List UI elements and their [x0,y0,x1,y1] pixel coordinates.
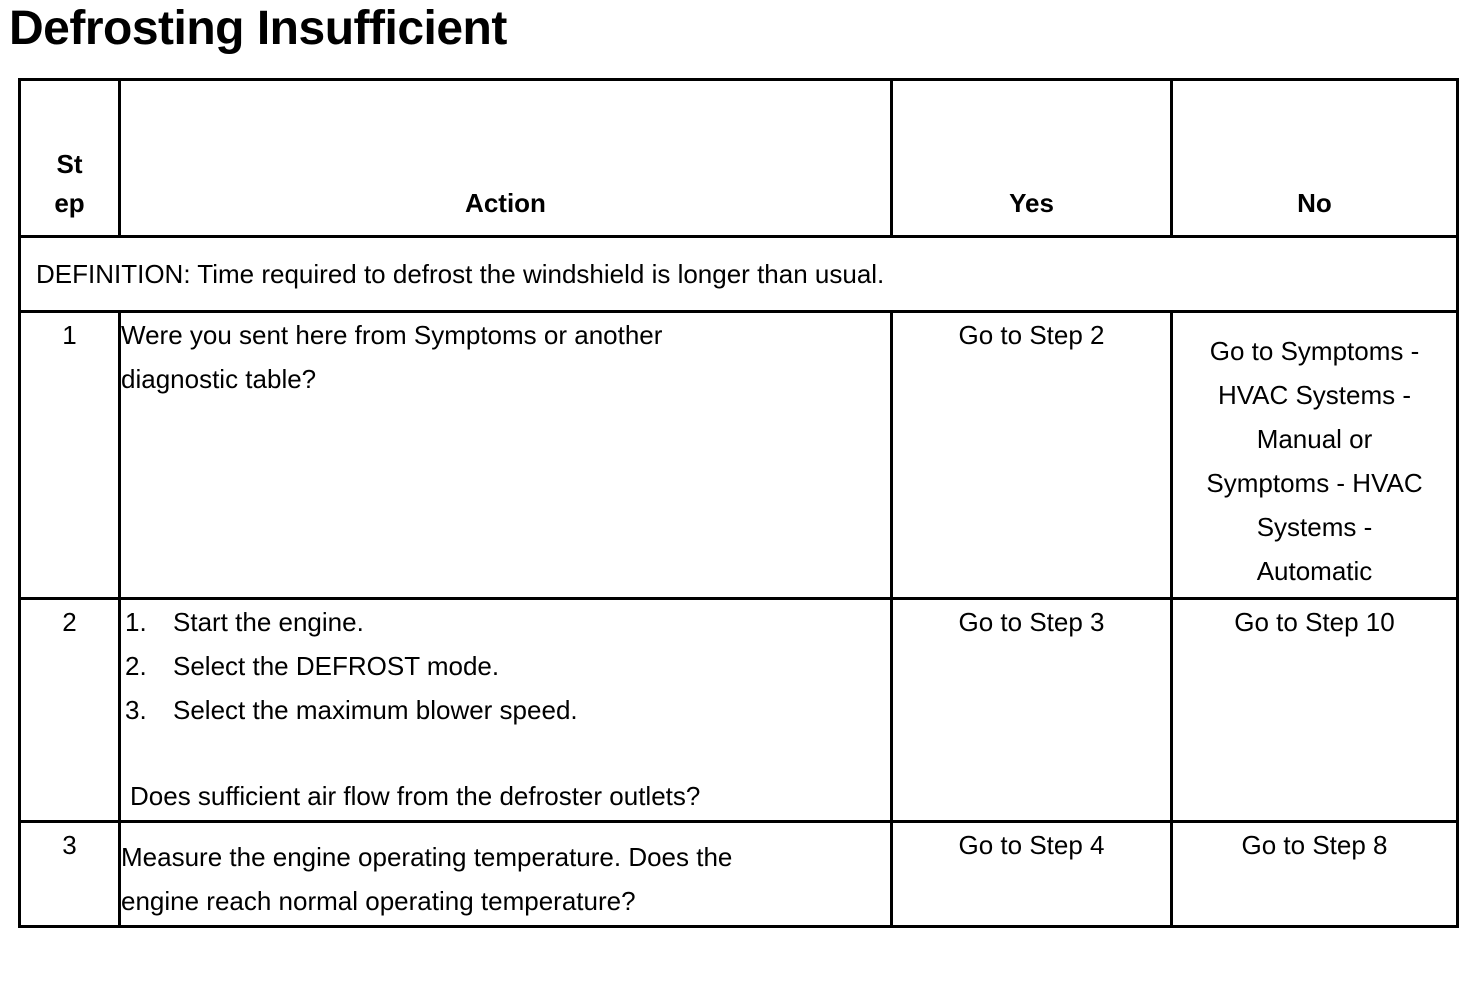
definition-text: DEFINITION: Time required to defrost the windshield is longer than usual. [20,237,1458,312]
step-number: 3 [20,822,120,927]
action-question: Does sufficient air flow from the defroster outlets? [130,781,701,811]
no-result: Go to Step 8 [1172,822,1458,927]
table-row [20,599,1458,822]
action-text: Measure the engine operating temperature. Does the engine reach normal operating temperature? [120,822,892,927]
page-title: Defrosting Insufficient [9,2,507,55]
action-text [120,599,892,822]
yes-result: Go to Step 4 [892,822,1172,927]
list-item: 2. Select the DEFROST mode. [125,651,500,681]
instruction-list [121,600,890,732]
yes-column-header: Yes [892,80,1172,237]
diagnostic-table [18,78,1459,928]
table-header-row [20,80,1458,237]
yes-result: Go to Step 3 [892,599,1172,822]
definition-row [20,237,1458,312]
no-result: Go to Step 10 [1172,599,1458,822]
action-text: Were you sent here from Symptoms or another diagnostic table? [120,312,892,599]
step-column-header: Step [20,80,120,237]
action-column-header: Action [120,80,892,237]
table-row [20,822,1458,927]
list-item: 3. Select the maximum blower speed. [125,695,578,725]
no-result: Go to Symptoms - HVAC Systems - Manual or Symptoms - HVAC Systems - Automatic [1172,312,1458,599]
step-number: 2 [20,599,120,822]
list-item: 1. Start the engine. [125,607,364,637]
yes-result: Go to Step 2 [892,312,1172,599]
step-number: 1 [20,312,120,599]
table-row [20,312,1458,599]
no-column-header: No [1172,80,1458,237]
